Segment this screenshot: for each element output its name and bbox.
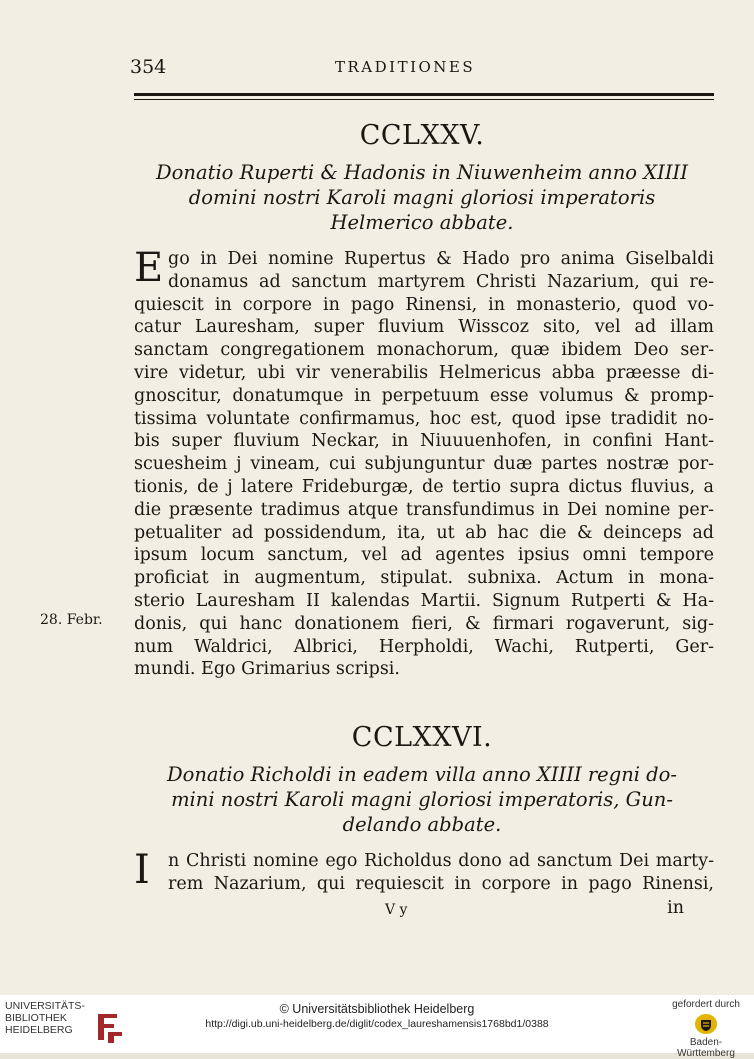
charter-title-line: Donatio Ruperti & Hadonis in Niuwenheim anno XIIII <box>156 161 688 184</box>
state-seal-icon <box>694 1013 718 1035</box>
charter-body <box>134 245 714 681</box>
permalink-url[interactable]: http://digi.ub.uni-heidelberg.de/diglit/codex_laureshamensis1768bd1/0388 <box>205 1018 549 1030</box>
text-line: ipsum locum sanctum, vel ad agentes ipsius omni tempore <box>134 545 714 566</box>
charter-body <box>134 847 714 896</box>
sponsor-block[interactable] <box>666 999 746 1059</box>
charter-title <box>130 160 714 235</box>
text-line: scuesheim j vineam, cui subjunguntur duæ partes nostræ por- <box>134 454 714 475</box>
text-line: sterio Lauresham II kalendas Martii. Signum Rutperti & Ha- <box>134 590 714 611</box>
text-line: donamus ad sanctum martyrem Christi Nazarium, qui re- <box>168 271 714 292</box>
text-line: n Christi nomine ego Richoldus dono ad sanctum Dei marty- <box>168 851 714 871</box>
text-line: donis, qui hanc donationem fieri, & firmari rogaverunt, sig- <box>134 613 714 634</box>
charter-title-line: delando abbate. <box>342 813 502 836</box>
charter-title-line: Donatio Richoldi in eadem villa anno XIIII regni do- <box>166 763 677 786</box>
text-line: gnoscitur, donatumque in perpetuum esse volumus & promp- <box>134 385 714 406</box>
margin-date-note: 28. Febr. <box>40 612 103 628</box>
text-line: mundi. Ego Grimarius scripsi. <box>134 659 400 680</box>
text-line: vire videtur, ubi vir venerabilis Helmericus abba præesse di- <box>134 362 714 383</box>
header-rule-thick <box>134 93 714 96</box>
sponsor-name: Baden-Württemberg <box>677 1037 735 1059</box>
copyright-notice: © Universitätsbibliothek Heidelberg <box>279 1002 475 1016</box>
text-line: tionis, de j latere Frideburgæ, de tertio supra dictus fluvius, a <box>134 476 714 497</box>
catchword: in <box>667 898 684 918</box>
library-name-line: UNIVERSITÄTS- <box>5 1000 85 1012</box>
charter-number: CCLXXVI. <box>351 722 493 753</box>
text-line: bis super fluvium Neckar, in Niuuuenhofen, in confini Hant- <box>134 431 714 452</box>
text-line: sanctam congregationem monachorum, quæ ibidem Deo ser- <box>134 340 714 361</box>
running-title: TRADITIONES <box>335 58 476 76</box>
text-line: tissima voluntate confirmamus, hoc est, quod ipse tradidit no- <box>134 408 714 429</box>
text-line: num Waldrici, Albrici, Herpholdi, Wachi, Rutperti, Ger- <box>134 636 714 657</box>
library-name-line: BIBLIOTHEK <box>5 1012 67 1024</box>
drop-cap: E <box>134 245 164 291</box>
text-line: go in Dei nomine Rupertus & Hado pro anima Giselbaldi <box>168 249 714 269</box>
viewer-footer <box>0 995 754 1059</box>
page-header <box>130 56 714 78</box>
charter-title-line: Helmerico abbate. <box>330 211 514 234</box>
text-line: rem Nazarium, qui requiescit in corpore in pago Rinensi, <box>168 873 714 894</box>
signature-mark: V y <box>385 902 408 918</box>
text-line: proficiat in augmentum, stipulat. subnixa. Actum in mona- <box>134 568 714 589</box>
library-name-line: HEIDELBERG <box>5 1024 73 1036</box>
charter-title-line: domini nostri Karoli magni gloriosi imperatoris <box>188 186 656 209</box>
sponsor-label: gefordert durch <box>672 999 740 1010</box>
charter-title <box>130 762 714 837</box>
drop-cap: I <box>134 847 150 893</box>
text-line: die præsente tradimus atque transfundimus in Dei nomine per- <box>134 499 714 520</box>
charter-number: CCLXXV. <box>359 120 485 151</box>
text-line: quiescit in corpore in pago Rinensi, in monasterio, quod vo- <box>134 294 714 315</box>
text-line: petualiter ad possidendum, ita, ut ab hac die & deinceps ad <box>134 522 714 543</box>
text-line: catur Lauresham, super fluvium Wisscoz sito, vel ad illam <box>134 317 714 338</box>
charter-title-line: mini nostri Karoli magni gloriosi imperatoris, Gun- <box>171 788 673 811</box>
page-number: 354 <box>130 56 167 78</box>
header-rule-thin <box>134 99 714 100</box>
